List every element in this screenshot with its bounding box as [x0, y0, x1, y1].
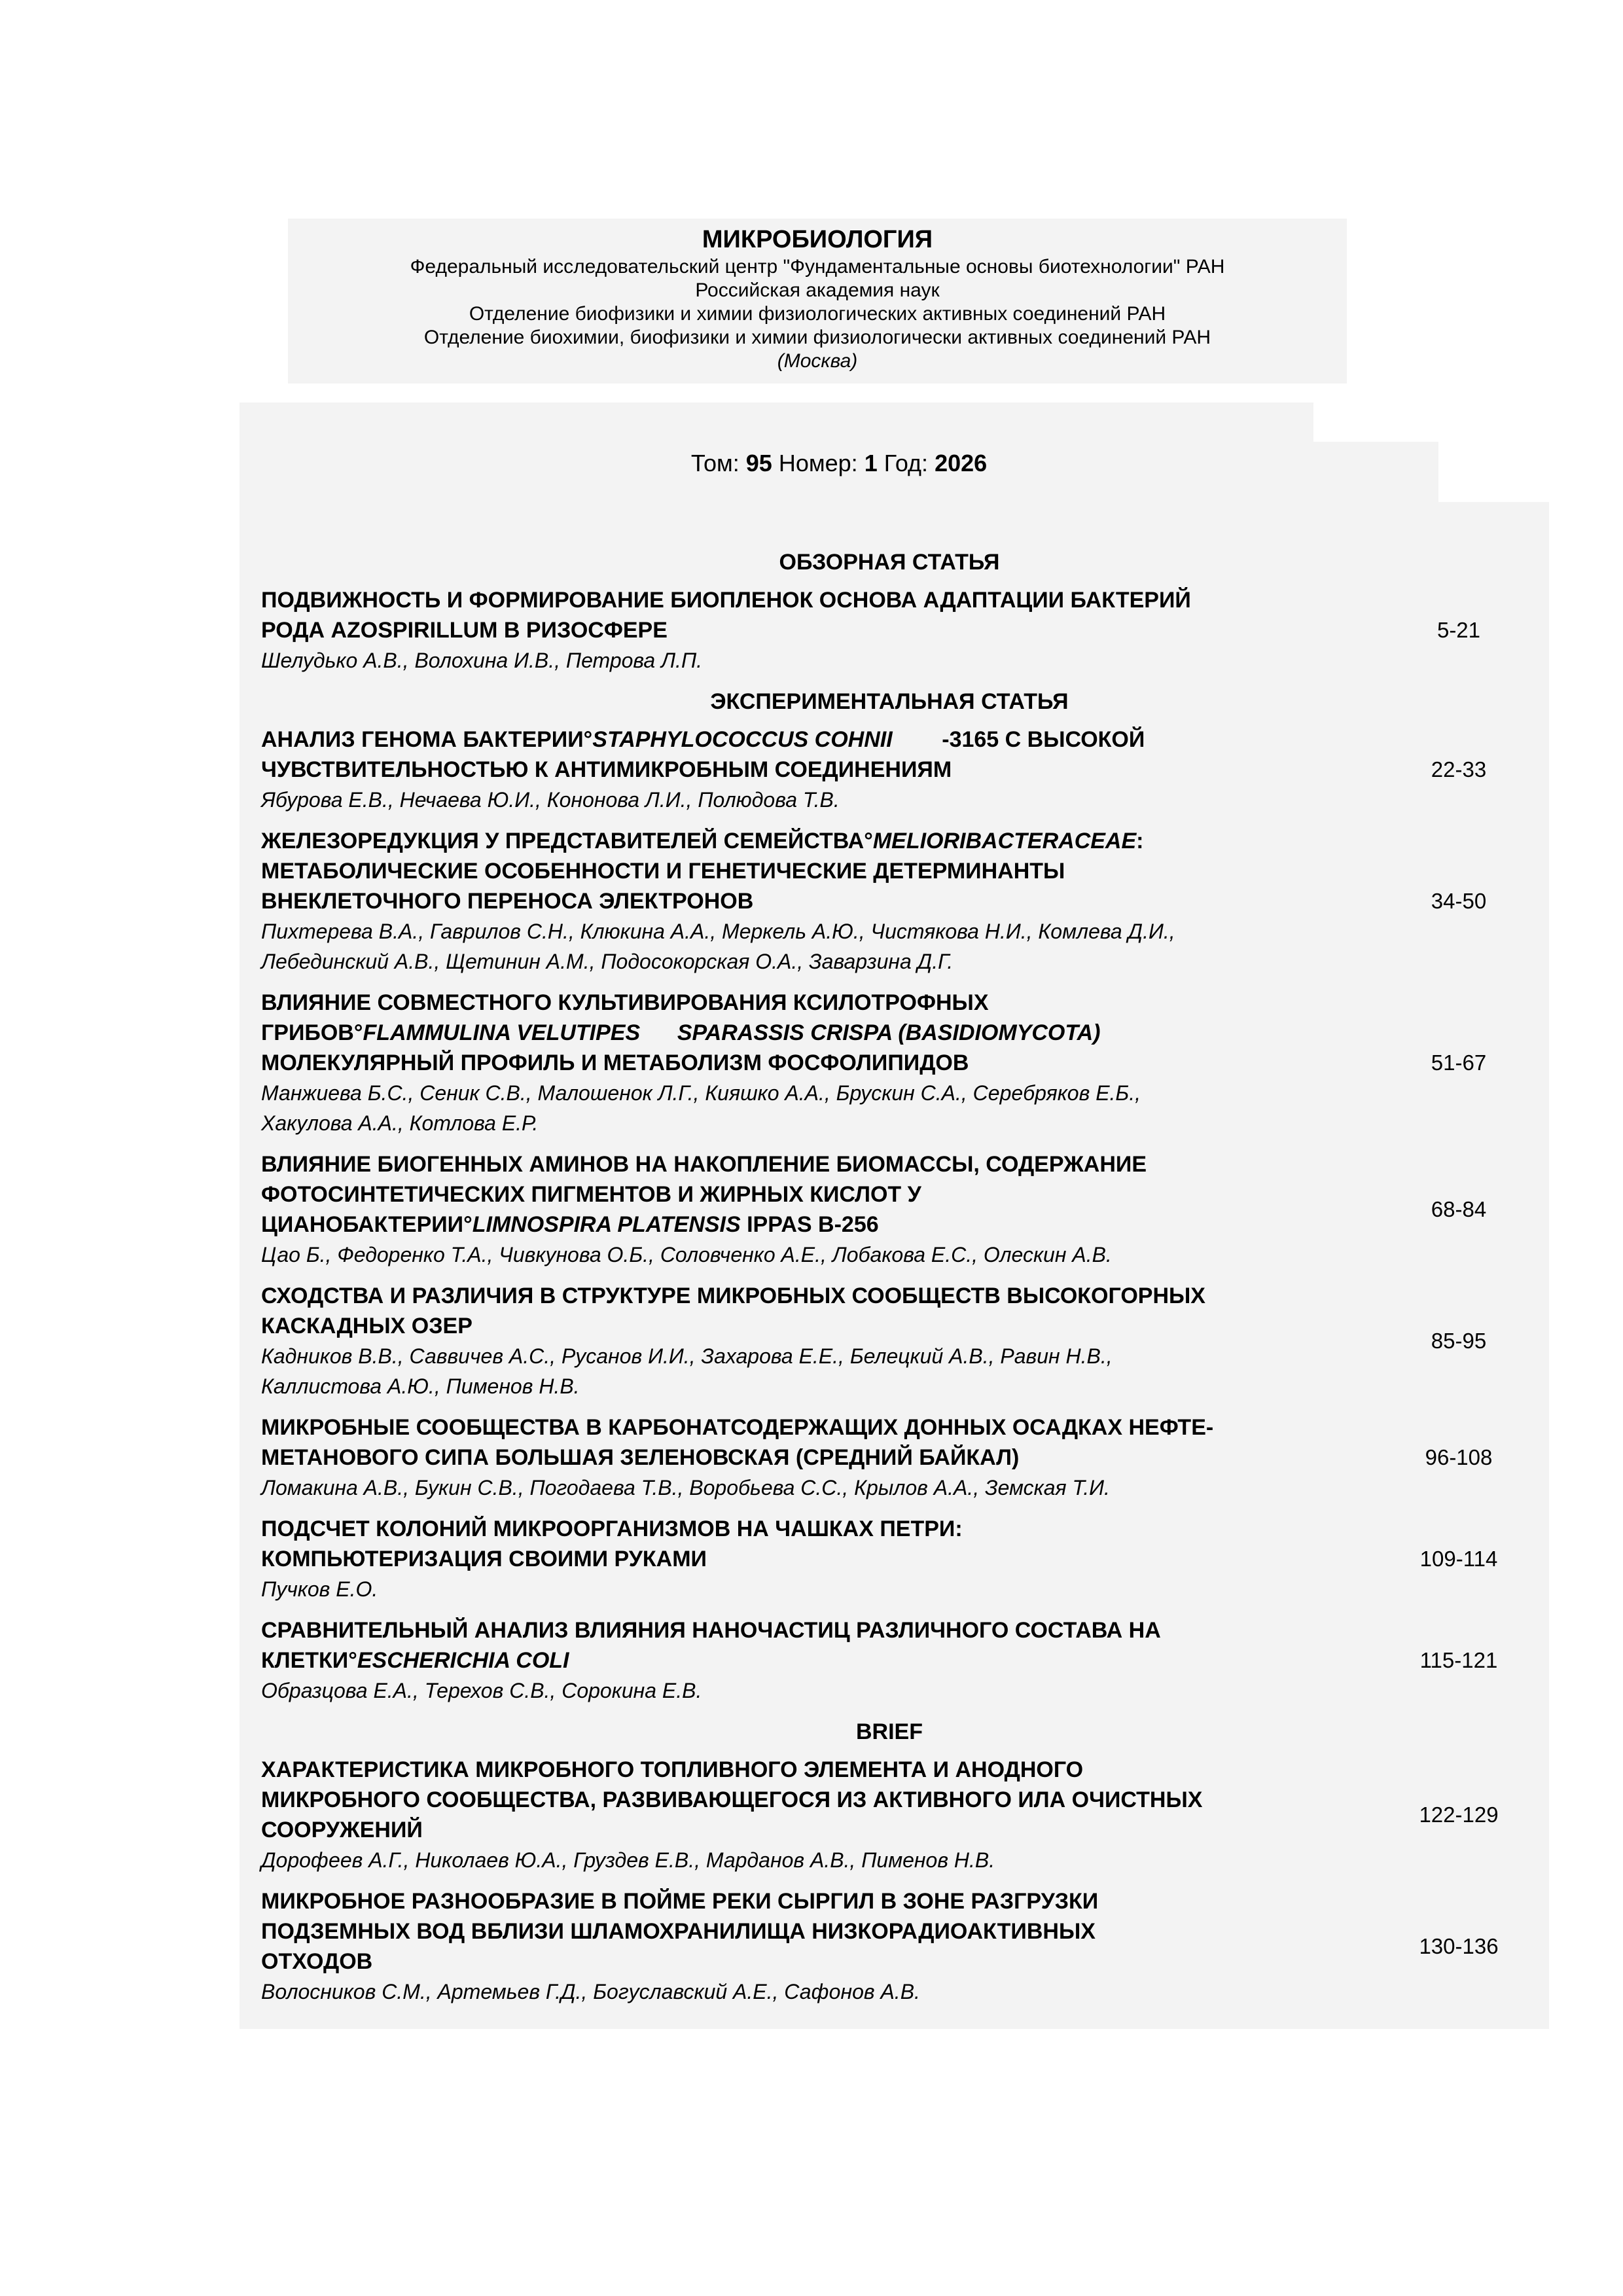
article-title-line[interactable] — [261, 1443, 1374, 1473]
title-segment[interactable]: СХОДСТВА И РАЗЛИЧИЯ В СТРУКТУРЕ МИКРОБНЫХ СООБЩЕСТВ ВЫСОКОГОРНЫХ — [261, 1283, 1205, 1308]
article-pages: 22-33 — [1431, 757, 1487, 781]
article-title-line[interactable] — [261, 1785, 1374, 1815]
title-italic-segment[interactable]: FLAMMULINA VELUTIPES SPARASSIS CRISPA (BASIDIOMYCOTA) — [363, 1020, 1101, 1045]
article-pages: 109-114 — [1419, 1547, 1498, 1571]
institution-line: Отделение биохимии, биофизики и химии физиологически активных соединений РАН — [423, 327, 1211, 348]
title-italic-segment[interactable]: LIMNOSPIRA PLATENSIS — [472, 1212, 741, 1237]
article-title-line[interactable] — [261, 1544, 1374, 1574]
article-pages: 51-67 — [1431, 1050, 1487, 1075]
title-segment[interactable]: МИКРОБНОЕ РАЗНООБРАЗИЕ В ПОЙМЕ РЕКИ СЫРГИЛ В ЗОНЕ РАЗГРУЗКИ — [261, 1889, 1099, 1914]
article-title-line[interactable] — [261, 1412, 1374, 1443]
city: (Москва) — [777, 350, 858, 372]
title-segment[interactable]: : — [1136, 829, 1144, 853]
article-title-line[interactable] — [261, 615, 1374, 645]
title-segment[interactable]: МИКРОБНЫЕ СООБЩЕСТВА В КАРБОНАТСОДЕРЖАЩИХ ДОННЫХ ОСАДКАХ НЕФТЕ- — [261, 1415, 1214, 1440]
article-authors: Манжиева Б.С., Сеник С.В., Малошенок Л.Г., Кияшко А.А., Брускин С.А., Серебряков Е.Б., — [261, 1081, 1141, 1105]
section-heading: BRIEF — [856, 1719, 923, 1744]
article-body — [261, 1514, 1374, 1604]
article-authors: Каллистова А.Ю., Пименов Н.В. — [261, 1374, 580, 1398]
title-segment[interactable]: РОДА AZOSPIRILLUM В РИЗОСФЕРЕ — [261, 618, 668, 643]
title-segment[interactable]: АНАЛИЗ ГЕНОМА БАКТЕРИИ° — [261, 727, 593, 752]
title-segment[interactable]: ХАРАКТЕРИСТИКА МИКРОБНОГО ТОПЛИВНОГО ЭЛЕМЕНТА И АНОДНОГО — [261, 1757, 1084, 1782]
title-segment[interactable]: СРАВНИТЕЛЬНЫЙ АНАЛИЗ ВЛИЯНИЯ НАНОЧАСТИЦ РАЗЛИЧНОГО СОСТАВА НА — [261, 1618, 1161, 1643]
article-authors: Ябурова Е.В., Нечаева Ю.И., Кононова Л.И., Полюдова Т.В. — [261, 788, 840, 812]
article-authors: Цао Б., Федоренко Т.А., Чивкунова О.Б., Соловченко А.Е., Лобакова Е.С., Олескин А.В. — [261, 1243, 1112, 1266]
article-pages: 34-50 — [1431, 889, 1487, 913]
article-entry[interactable] — [261, 826, 1544, 977]
article-entry[interactable] — [261, 1755, 1544, 1875]
article-entry[interactable] — [261, 1412, 1544, 1503]
article-pages: 115-121 — [1419, 1648, 1498, 1672]
title-segment[interactable]: ПОДЗЕМНЫХ ВОД ВБЛИЗИ ШЛАМОХРАНИЛИЩА НИЗКОРАДИОАКТИВНЫХ — [261, 1919, 1096, 1944]
title-italic-segment[interactable]: ESCHERICHIA COLI — [357, 1648, 569, 1673]
article-body — [261, 585, 1374, 675]
title-segment[interactable]: МЕТАНОВОГО СИПА БОЛЬШАЯ ЗЕЛЕНОВСКАЯ (СРЕДНИЙ БАЙКАЛ) — [261, 1445, 1020, 1470]
title-segment[interactable]: ЦИАНОБАКТЕРИИ° — [261, 1212, 473, 1237]
volume-label: Том: — [690, 450, 740, 476]
article-pages: 96-108 — [1425, 1445, 1493, 1469]
article-title-line[interactable] — [261, 1179, 1374, 1210]
article-body — [261, 1615, 1374, 1706]
article-authors: Ломакина А.В., Букин С.В., Погодаева Т.В., Воробьева С.С., Крылов А.А., Земская Т.И. — [261, 1476, 1110, 1499]
article-body — [261, 1149, 1374, 1270]
title-segment[interactable]: КОМПЬЮТЕРИЗАЦИЯ СВОИМИ РУКАМИ — [261, 1547, 707, 1571]
article-body — [261, 1412, 1374, 1503]
article-authors: Образцова Е.А., Терехов С.В., Сорокина Е.В. — [261, 1679, 702, 1702]
article-title-line[interactable] — [261, 856, 1374, 886]
article-authors: Дорофеев А.Г., Николаев Ю.А., Груздев Е.В., Марданов А.В., Пименов Н.В. — [261, 1848, 995, 1872]
title-segment[interactable]: КЛЕТКИ° — [261, 1648, 357, 1673]
article-body — [261, 1886, 1374, 2007]
title-segment[interactable]: -3165 С ВЫСОКОЙ — [892, 727, 1145, 752]
article-body — [261, 826, 1374, 977]
article-authors: Волосников С.М., Артемьев Г.Д., Богуславский А.Е., Сафонов А.В. — [261, 1980, 920, 2003]
title-segment[interactable]: МОЛЕКУЛЯРНЫЙ ПРОФИЛЬ И МЕТАБОЛИЗМ ФОСФОЛИПИДОВ — [261, 1050, 969, 1075]
title-segment[interactable]: ВЛИЯНИЕ СОВМЕСТНОГО КУЛЬТИВИРОВАНИЯ КСИЛОТРОФНЫХ — [261, 990, 989, 1015]
article-title-line[interactable] — [261, 755, 1374, 785]
journal-header — [288, 219, 1347, 384]
year-label: Год: — [883, 450, 929, 476]
article-pages: 130-136 — [1419, 1934, 1499, 1958]
article-title-line[interactable] — [261, 1886, 1374, 1916]
article-title-line[interactable] — [261, 1815, 1374, 1845]
volume-value: 95 — [745, 450, 772, 476]
title-segment[interactable]: ПОДВИЖНОСТЬ И ФОРМИРОВАНИЕ БИОПЛЕНОК ОСНОВА АДАПТАЦИИ БАКТЕРИЙ — [261, 588, 1191, 613]
number-label: Номер: — [778, 450, 858, 476]
article-entry[interactable] — [261, 1514, 1544, 1604]
article-authors: Шелудько А.В., Волохина И.В., Петрова Л.П. — [261, 649, 703, 672]
article-body — [261, 1755, 1374, 1875]
article-title-line[interactable] — [261, 1916, 1374, 1946]
title-italic-segment[interactable]: MELIORIBACTERACEAE — [872, 829, 1137, 853]
article-entry[interactable] — [261, 1149, 1544, 1270]
number-value: 1 — [864, 450, 878, 476]
title-segment[interactable]: ПОДСЧЕТ КОЛОНИЙ МИКРООРГАНИЗМОВ НА ЧАШКАХ ПЕТРИ: — [261, 1516, 963, 1541]
title-segment[interactable]: ЖЕЛЕЗОРЕДУКЦИЯ У ПРЕДСТАВИТЕЛЕЙ СЕМЕЙСТВА° — [261, 829, 873, 853]
article-title-line[interactable] — [261, 1018, 1374, 1048]
title-segment[interactable]: ВНЕКЛЕТОЧНОГО ПЕРЕНОСА ЭЛЕКТРОНОВ — [261, 889, 754, 914]
article-entry[interactable] — [261, 1886, 1544, 2007]
article-title-line[interactable] — [261, 1615, 1374, 1645]
table-of-contents — [261, 547, 1544, 2018]
journal-title: МИКРОБИОЛОГИЯ — [702, 226, 933, 253]
article-title-line[interactable] — [261, 1514, 1374, 1544]
article-authors: Лебединский А.В., Щетинин А.М., Подосокорская О.А., Заварзина Д.Г. — [261, 950, 954, 973]
institution-line: Российская академия наук — [695, 279, 940, 301]
article-entry[interactable] — [261, 725, 1544, 815]
section-heading: ОБЗОРНАЯ СТАТЬЯ — [779, 550, 1000, 575]
article-entry[interactable] — [261, 1615, 1544, 1706]
article-title-line[interactable] — [261, 1210, 1374, 1240]
article-pages: 5-21 — [1436, 618, 1481, 642]
article-body — [261, 725, 1374, 815]
article-title-line[interactable] — [261, 1645, 1374, 1676]
article-title-line[interactable] — [261, 886, 1374, 916]
institution-line: Федеральный исследовательский центр "Фундаментальные основы биотехнологии" РАН — [410, 256, 1225, 278]
article-title-line[interactable] — [261, 1311, 1374, 1341]
title-segment[interactable]: ГРИБОВ° — [261, 1020, 363, 1045]
title-segment[interactable]: МИКРОБНОГО СООБЩЕСТВА, РАЗВИВАЮЩЕГОСЯ ИЗ АКТИВНОГО ИЛА ОЧИСТНЫХ — [261, 1787, 1203, 1812]
article-pages: 68-84 — [1431, 1197, 1487, 1221]
institution-line: Отделение биофизики и химии физиологических активных соединений РАН — [469, 303, 1166, 325]
article-pages: 85-95 — [1431, 1329, 1487, 1353]
article-title-line[interactable] — [261, 1048, 1374, 1078]
article-body — [261, 1281, 1374, 1401]
article-title-line[interactable] — [261, 1281, 1374, 1311]
article-title-line[interactable] — [261, 826, 1374, 856]
article-entry[interactable] — [261, 988, 1544, 1138]
article-entry[interactable] — [261, 1281, 1544, 1401]
title-segment[interactable]: ФОТОСИНТЕТИЧЕСКИХ ПИГМЕНТОВ И ЖИРНЫХ КИСЛОТ У — [261, 1182, 921, 1207]
article-title-line[interactable] — [261, 725, 1374, 755]
article-authors: Кадников В.В., Саввичев А.С., Русанов И.И., Захарова Е.Е., Белецкий А.В., Равин Н.В., — [261, 1344, 1113, 1368]
title-segment[interactable]: КАСКАДНЫХ ОЗЕР — [261, 1314, 473, 1338]
article-entry[interactable] — [261, 585, 1544, 675]
title-segment[interactable]: IPPAS B-256 — [740, 1212, 879, 1237]
article-title-line[interactable] — [261, 1755, 1374, 1785]
article-title-line[interactable] — [261, 1149, 1374, 1179]
title-segment[interactable]: ЧУВСТВИТЕЛЬНОСТЬЮ К АНТИМИКРОБНЫМ СОЕДИНЕНИЯМ — [261, 757, 952, 782]
article-body — [261, 988, 1374, 1138]
article-title-line[interactable] — [261, 988, 1374, 1018]
title-segment[interactable]: ОТХОДОВ — [261, 1949, 373, 1974]
title-segment[interactable]: ВЛИЯНИЕ БИОГЕННЫХ АМИНОВ НА НАКОПЛЕНИЕ БИОМАССЫ, СОДЕРЖАНИЕ — [261, 1152, 1147, 1177]
article-authors: Хакулова А.А., Котлова Е.Р. — [261, 1111, 539, 1135]
year-value: 2026 — [935, 450, 988, 476]
article-title-line[interactable] — [261, 585, 1374, 615]
section-heading: ЭКСПЕРИМЕНТАЛЬНАЯ СТАТЬЯ — [710, 689, 1069, 714]
article-pages: 122-129 — [1419, 1803, 1499, 1827]
article-authors: Пучков Е.О. — [261, 1577, 378, 1601]
title-segment[interactable]: МЕТАБОЛИЧЕСКИЕ ОСОБЕННОСТИ И ГЕНЕТИЧЕСКИЕ ДЕТЕРМИНАНТЫ — [261, 859, 1065, 884]
article-title-line[interactable] — [261, 1946, 1374, 1977]
title-segment[interactable]: СООРУЖЕНИЙ — [261, 1818, 423, 1842]
issue-info — [240, 448, 1438, 479]
article-authors: Пихтерева В.А., Гаврилов С.Н., Клюкина А.А., Меркель А.Ю., Чистякова Н.И., Комлева Д.И., — [261, 920, 1175, 943]
title-italic-segment[interactable]: STAPHYLOCOCCUS COHNII — [592, 727, 893, 752]
